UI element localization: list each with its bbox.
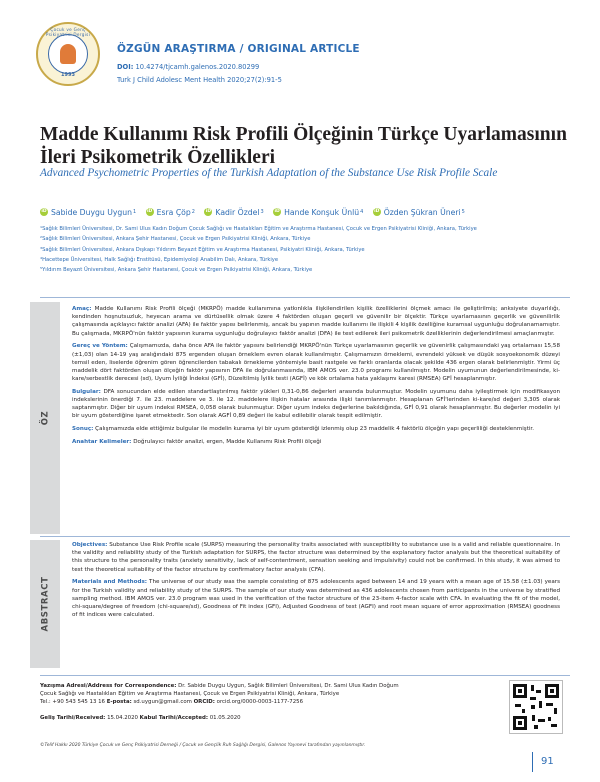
divider [40, 536, 570, 537]
orcid-icon[interactable]: iD [274, 209, 280, 214]
sonuc-paragraph: Sonuç: Çalışmamızda elde ettiğimiz bulgular ile modelin kurama iyi bir uyum gösterdiği izlenmiş olup 23 maddelik 4 faktörlü ölçeğin yapı geçerliliği desteklenmiştir. [72, 426, 534, 433]
orcid-icon[interactable]: iD [41, 209, 47, 214]
article-type: ÖZGÜN ARAŞTIRMA / ORIGINAL ARTICLE [117, 43, 360, 55]
email-link[interactable]: sd.uygun@gmail.com [133, 699, 192, 706]
gerec-paragraph: Gereç ve Yöntem: Çalışmamızda, daha önce AFA ile faktör yapısını belirlendiği MKRPÖ'nün Türkçe uyarlamasının geçerlik ve güvenirlik çalışmasındaki yaş ortalaması 15,58 (±1,03) olan 14-19 yaş aralığındaki 875 ergenden oluşan örneklem evren olarak kullanılmıştır. Çalışmamızın örneklemi, evrendeki yüksek ve düşük sosyoekonomik düzeyi temsil eden, liselerde öğrenim gören öğrencilerden tabakalı örnekleme yöntemiyle basit rastgele ve farklı oranlarda olacak şekilde 436 ergen olarak belirlenmiştir. Yirmi üç maddelik dört faktörden oluşan ölçeğin faktör yapısının DFA ile doğrulanmasında, IBM AMOS ver. 23.0 programı kullanılmıştır. Modelin uyumunun değerlendirilmesinde, ki-kare/serbestlik derecesi (sd), Uyum İyiliği İndeksi (GFİ), Düzeltilmiş İyilik testi (AGFİ) ve kök ortalama hata yaklaşımı karesi (RMSEA) GFİ hesaplanmıştır. [72, 343, 561, 383]
oz-body [72, 305, 560, 451]
divider [40, 675, 570, 676]
contact-line: Tel.: +90 543 545 13 16 E-posta: sd.uygun@gmail.com ORCID: orcid.org/0000-0003-1177-7256 [40, 699, 304, 706]
divider [40, 297, 570, 298]
oz-side-tab [30, 302, 60, 534]
author[interactable]: iD Esra Çöp 2 [147, 207, 195, 217]
affiliation: ⁴Hacettepe Üniversitesi, Halk Sağlığı Enstitüsü, Epidemiyoloji Anabilim Dalı, Ankara, Türkiye [40, 256, 279, 263]
affiliation: ²Sağlık Bilimleri Üniversitesi, Ankara Şehir Hastanesi, Çocuk ve Ergen Psikiyatrisi Kliniği, Ankara, Türkiye [40, 236, 311, 243]
orcid-icon[interactable]: iD [374, 209, 380, 214]
journal-citation: Turk J Child Adolesc Ment Health 2020;27(2):91-5 [117, 76, 282, 84]
author[interactable]: iD Özden Şükran Üneri 5 [374, 207, 465, 217]
affiliation: ³Sağlık Bilimleri Üniversitesi, Ankara Dışkapı Yıldırım Beyazıt Eğitim ve Araştırma Hastanesi, Psikiyatri Kliniği, Ankara, Türkiye [40, 246, 365, 253]
copyright-notice: ©Telif Hakkı 2020 Türkiye Çocuk ve Genç Psikiyatrisi Derneği / Çocuk ve Gençlik Ruh Sağlığı Dergisi, Galenos Yayınevi tarafından yayınlanmıştır. [40, 743, 366, 748]
orcid-icon[interactable]: iD [205, 209, 212, 214]
orcid-icon[interactable]: iD [147, 209, 153, 214]
affiliation: ⁵Yıldırım Beyazıt Üniversitesi, Ankara Şehir Hastanesi, Çocuk ve Ergen Psikiyatrisi Kliniği, Ankara, Türkiye [40, 267, 313, 274]
author-list [40, 205, 580, 217]
article-subtitle: Advanced Psychometric Properties of the Turkish Adaptation of the Substance Use Risk Profile Scale [40, 167, 498, 179]
abstract-body [72, 541, 560, 624]
oz-tab-label: ÖZ [40, 410, 50, 426]
abstract-side-tab [30, 540, 60, 668]
logo-text: Çocuk ve Genç Psikiyatrisi Dergisi [45, 27, 91, 37]
page-number: 91 [532, 752, 572, 772]
author[interactable]: iD Kadir Özdel 3 [205, 207, 264, 217]
affiliation: ¹Sağlık Bilimleri Üniversitesi, Dr. Sami Ulus Kadın Doğum Çocuk Sağlığı ve Hastalıkları Eğitim ve Araştırma Hastanesi, Çocuk ve Ergen Psikiyatrisi Kliniği, Ankara, Türkiye [40, 226, 477, 232]
objectives-paragraph: Objectives: Substance Use Risk Profile scale (SURPS) measuring the personality traits associated with susceptibility to substance use is a valid and reliable questionnaire. In the validity and reliability study of the Turkish adaptation for SURPS, the factor structure was determined by the explanatory factor analysis but the theoretical suitability of this structure to the personality traits (anxiety sensitivity, lack of self-contentment, sensation seeking and impulsivity) could not be confirmed. In this study, it was aimed to test the theoretical suitability of the factor structure by confirmatory factor analysis (CFA). [72, 542, 561, 573]
author[interactable]: iD Hande Konşuk Ünlü 4 [274, 207, 364, 217]
bulgular-paragraph: Bulgular: DFA sonucundan elde edilen standartlaştırılmış faktör yükleri 0,31-0,86 değerleri arasında bulunmuştur. Modelin uyumunu daha iyileştirmek için modifikasyon indekslerinin önerdiği 7. ile 23. maddelere ve 3. ile 12. maddelere ilişkin hatalar arasında ilişki tanımlanmıştır. Hesaplanan GFİ'lerinden ki-kare/sd değeri 3,305 olarak saptanmıştır. Diğer bir uyum indeksi RMSEA, 0,058 olarak bulunmuştur. Diğer uyum indeks değerlerine bakıldığında, GFİ 0,91 olarak hesaplanmıştır. Bu değerler modelin iyi bir uyum gösterdiğine işaret etmektedir. Son olarak AGFİ 0,89 değeri ile kabul edilebilir olarak tespit edilmiştir. [72, 388, 561, 420]
logo-year: 1993 [61, 72, 75, 78]
affiliations [40, 226, 570, 277]
orcid-link[interactable]: orcid.org/0000-0003-1177-7256 [216, 699, 304, 706]
journal-logo [36, 22, 100, 86]
abstract-tab-label: ABSTRACT [40, 576, 50, 632]
correspondence-address: Yazışma Adresi/Address for Correspondence: Dr. Sabide Duygu Uygun, Sağlık Bilimleri Üniversitesi, Dr. Sami Ulus Kadın Doğum Çocuk Sağlığı ve Hastalıkları Eğitim ve Araştırma Hastanesi, Çocuk ve Ergen Psikiyatrisi Kliniği, Ankara, Türkiye [40, 683, 399, 698]
doi-label: DOI: [117, 63, 134, 71]
author[interactable]: iD Sabide Duygu Uygun 1 [41, 207, 137, 217]
amac-paragraph: Amaç: Madde Kullanımı Risk Profili ölçeği (MKRPÖ) madde kullanımına yatkınlıkla ilişkilendirilen kişilik özelliklerini ölçmek amacı ile geliştirilmiş; anksiyete duyarlılığı, kendinden hoşnutsuzluk, heyecan arama ve dürtüsellik olmak üzere 4 faktörden oluşan geçerli ve güvenilir bir ölçektir. Türkçe uyarlamasının geçerlik ve güvenilirlik çalışmasında açıklayıcı faktör analizi (AFA) ile faktör yapısı belirlenmiş, ancak bu yapının madde kullanımı ile ilişkili 4 kişilik özelliğine kuramsal uygunluğu doğrulanamamıştır. Bu çalışmada, MKRPÖ'nün faktör yapısının kurama uygunluğu doğrulayıcı faktör analizi (DFA) ile test edilerek ileri psikometrik özelliklerinin değerlendirilmesi amaçlanmıştır. [72, 306, 561, 337]
correspondence-block [40, 682, 400, 722]
keywords-paragraph: Anahtar Kelimeler: Doğrulayıcı faktör analizi, ergen, Madde Kullanımı Risk Profili ölçeği [72, 438, 322, 445]
article-title: Madde Kullanımı Risk Profili Ölçeğinin Türkçe Uyarlamasının İleri Psikometrik Özellikleri [40, 124, 567, 168]
dates-line: Geliş Tarihi/Received: 15.04.2020 Kabul Tarihi/Accepted: 01.05.2020 [40, 714, 241, 721]
phone: Tel.: +90 543 545 13 16 [40, 699, 105, 706]
doi-line[interactable] [117, 63, 259, 71]
materials-paragraph: Materials and Methods: The universe of our study was the sample consisting of 875 adolescents aged between 14 and 19 years with a mean age of 15.58 (±1.03) years for the Turkish validity and reliability study of the SURPS. The sample of our study was determined as 436 adolescents chosen from participants in the universe by stratified sampling method. IBM AMOS ver. 23.0 program was used in the verification of the factor structure of the 23-item 4-factor scale with CFA. In evaluating the fit of the model, chi-square/degree of freedom (chi-square/sd), Goodness of Fit index (GFI), Adjusted Goodness of test (AGFI) and root mean square of error approximation (RMSEA) goodness of fit indices were calculated. [72, 579, 561, 619]
child-figure-icon [60, 44, 76, 64]
qr-code[interactable] [509, 680, 563, 734]
doi-value[interactable]: 10.4274/tjcamh.galenos.2020.80299 [135, 63, 260, 71]
